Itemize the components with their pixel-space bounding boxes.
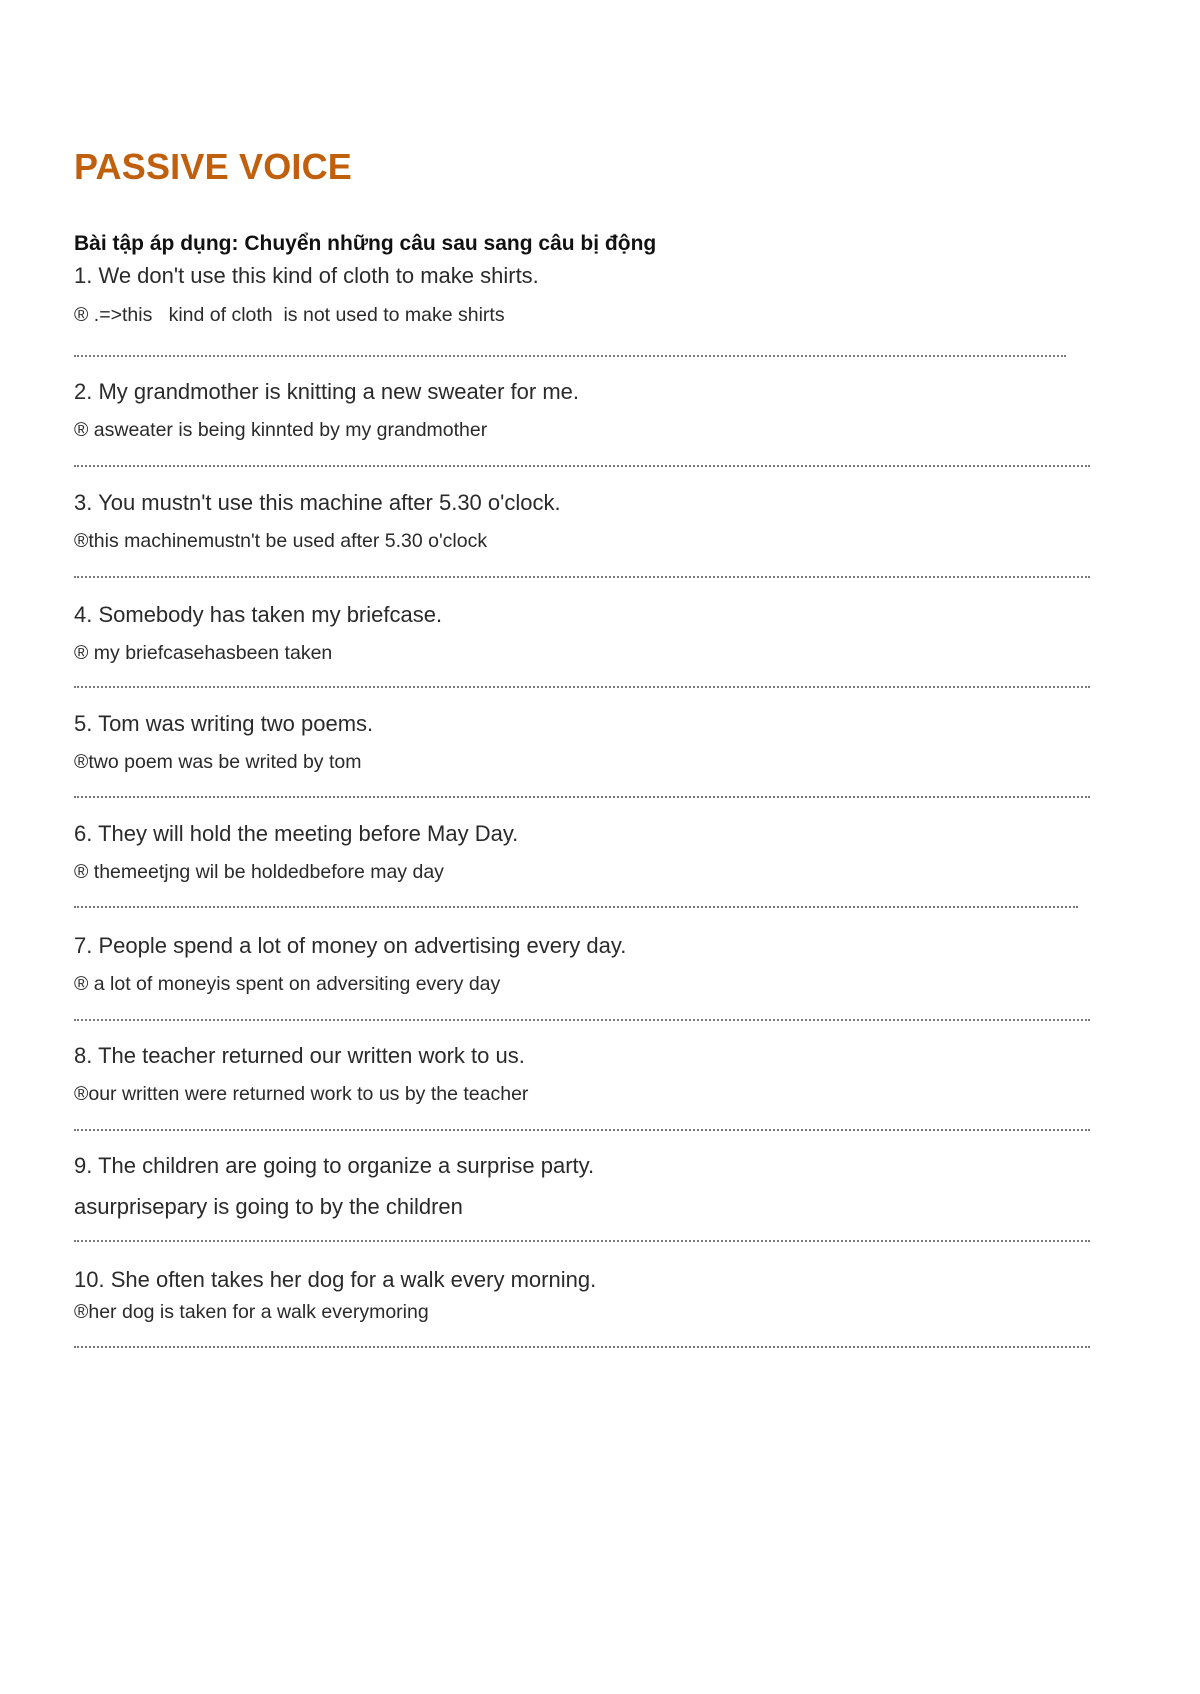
question-7: 7. People spend a lot of money on advertising every day.	[74, 933, 627, 958]
answer-2: ® asweater is being kinnted by my grandmother	[74, 419, 488, 441]
question-4: 4. Somebody has taken my briefcase.	[74, 602, 443, 627]
answer-5: ®two poem was be writed by tom	[74, 751, 362, 773]
answer-8: ®our written were returned work to us by the teacher	[74, 1083, 529, 1105]
question-8: 8. The teacher returned our written work to us.	[74, 1043, 525, 1068]
answer-line-3	[74, 576, 1090, 580]
question-1: 1. We don't use this kind of cloth to make shirts.	[74, 263, 539, 288]
answer-9: asurprisepary is going to by the children	[74, 1194, 463, 1219]
question-2: 2. My grandmother is knitting a new sweater for me.	[74, 379, 579, 404]
question-5: 5. Tom was writing two poems.	[74, 711, 374, 736]
question-10: 10. She often takes her dog for a walk every morning.	[74, 1267, 597, 1292]
answer-6: ® themeetjng wil be holdedbefore may day	[74, 861, 444, 883]
answer-line-7	[74, 1019, 1090, 1023]
page-title: PASSIVE VOICE	[74, 146, 353, 187]
answer-line-4	[74, 686, 1090, 690]
answer-line-6	[74, 906, 1078, 910]
answer-line-10	[74, 1346, 1090, 1350]
answer-1: ® .=>this kind of cloth is not used to make shirts	[74, 304, 505, 326]
answer-10: ®her dog is taken for a walk everymoring	[74, 1301, 429, 1323]
answer-line-9	[74, 1240, 1090, 1244]
answer-line-2	[74, 465, 1090, 469]
question-6: 6. They will hold the meeting before May Day.	[74, 821, 519, 846]
answer-line-8	[74, 1129, 1090, 1133]
answer-line-1	[74, 355, 1066, 359]
exercise-instructions: Bài tập áp dụng: Chuyển những câu sau sang câu bị động	[74, 232, 657, 255]
question-3: 3. You mustn't use this machine after 5.30 o'clock.	[74, 490, 561, 515]
question-9: 9. The children are going to organize a surprise party.	[74, 1153, 595, 1178]
answer-3: ®this machinemustn't be used after 5.30 o'clock	[74, 530, 488, 552]
answer-7: ® a lot of moneyis spent on adversiting every day	[74, 973, 501, 995]
answer-line-5	[74, 796, 1090, 800]
answer-4: ® my briefcasehasbeen taken	[74, 642, 333, 664]
